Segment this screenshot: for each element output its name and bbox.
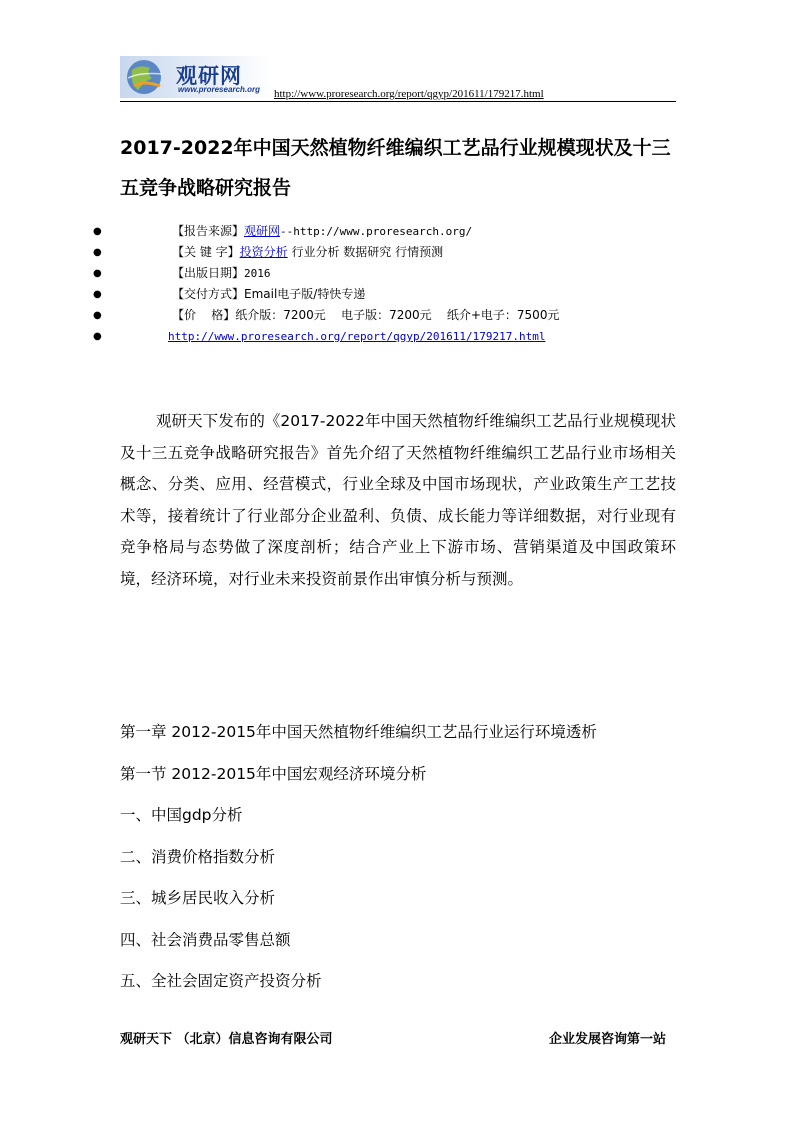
page-header bbox=[120, 56, 676, 102]
price-value: 纸介版：7200元 电子版：7200元 纸介+电子：7500元 bbox=[235, 308, 560, 322]
intro-paragraph: 观研天下发布的《2017-2022年中国天然植物纤维编织工艺品行业规模现状及十三五竞争战略研究报告》首先介绍了天然植物纤维编织工艺品行业市场相关概念、分类、应用、经营模式，行业全球及中国市场现状，产业政策生产工艺技术等，接着统计了行业部分企业盈利、负债、成长能力等详细数据，对行业现有竞争格局与态势做了深度剖析；结合产业上下游市场、营销渠道及中国政策环境，经济环境，对行业未来投资前景作出审慎分析与预测。 bbox=[120, 412, 676, 588]
table-of-contents bbox=[120, 712, 680, 1003]
logo-text: 观研网 bbox=[176, 64, 242, 88]
bullet-icon: ● bbox=[93, 226, 102, 237]
bullet-icon: ● bbox=[93, 268, 102, 279]
bullet-icon: ● bbox=[93, 310, 102, 321]
report-title: 2017-2022年中国天然植物纤维编织工艺品行业规模现状及十三五竞争战略研究报告 bbox=[120, 137, 671, 199]
bullet-icon: ● bbox=[93, 331, 102, 342]
source-link[interactable]: 观研网 bbox=[244, 224, 281, 238]
source-url: --http://www.proresearch.org/ bbox=[280, 225, 473, 238]
toc-item: 三、城乡居民收入分析 bbox=[120, 889, 276, 907]
bullet-icon: ● bbox=[93, 289, 102, 300]
list-item bbox=[0, 284, 794, 305]
footer-company: 观研天下 （北京）信息咨询有限公司 bbox=[120, 1032, 333, 1047]
toc-item: 一、中国gdp分析 bbox=[120, 806, 243, 824]
date-label: 【出版日期】 bbox=[172, 266, 245, 280]
price-label: 【价 格】 bbox=[172, 308, 236, 322]
header-url-link[interactable]: http://www.proresearch.org/report/qgyp/201611/179217.html bbox=[274, 88, 544, 100]
list-item bbox=[0, 326, 794, 347]
toc-item: 五、全社会固定资产投资分析 bbox=[120, 972, 322, 990]
report-info-list bbox=[0, 221, 794, 347]
list-item bbox=[0, 242, 794, 263]
toc-item: 二、消费价格指数分析 bbox=[120, 847, 276, 866]
bullet-icon: ● bbox=[93, 247, 102, 258]
footer-slogan: 企业发展咨询第一站 bbox=[548, 1032, 666, 1047]
list-item bbox=[0, 263, 794, 284]
date-value: 2016 bbox=[244, 267, 271, 280]
list-item bbox=[0, 305, 794, 326]
keywords-label: 【关 键 字】 bbox=[172, 245, 240, 259]
delivery-value: Email电子版/特快专递 bbox=[244, 287, 366, 301]
keywords-rest: 行业分析 数据研究 行情预测 bbox=[287, 245, 444, 259]
section-heading: 第一节 2012-2015年中国宏观经济环境分析 bbox=[120, 764, 427, 783]
logo-subtitle: www.proresearch.org bbox=[178, 85, 260, 94]
delivery-label: 【交付方式】 bbox=[172, 287, 245, 301]
toc-item: 四、社会消费品零售总额 bbox=[120, 930, 291, 949]
chapter-heading: 第一章 2012-2015年中国天然植物纤维编织工艺品行业运行环境透析 bbox=[120, 723, 597, 741]
list-item bbox=[0, 221, 794, 242]
keywords-link[interactable]: 投资分析 bbox=[239, 245, 288, 259]
logo bbox=[120, 56, 272, 98]
report-url-link[interactable]: http://www.proresearch.org/report/qgyp/201611/179217.html bbox=[168, 330, 546, 343]
source-label: 【报告来源】 bbox=[172, 224, 245, 238]
